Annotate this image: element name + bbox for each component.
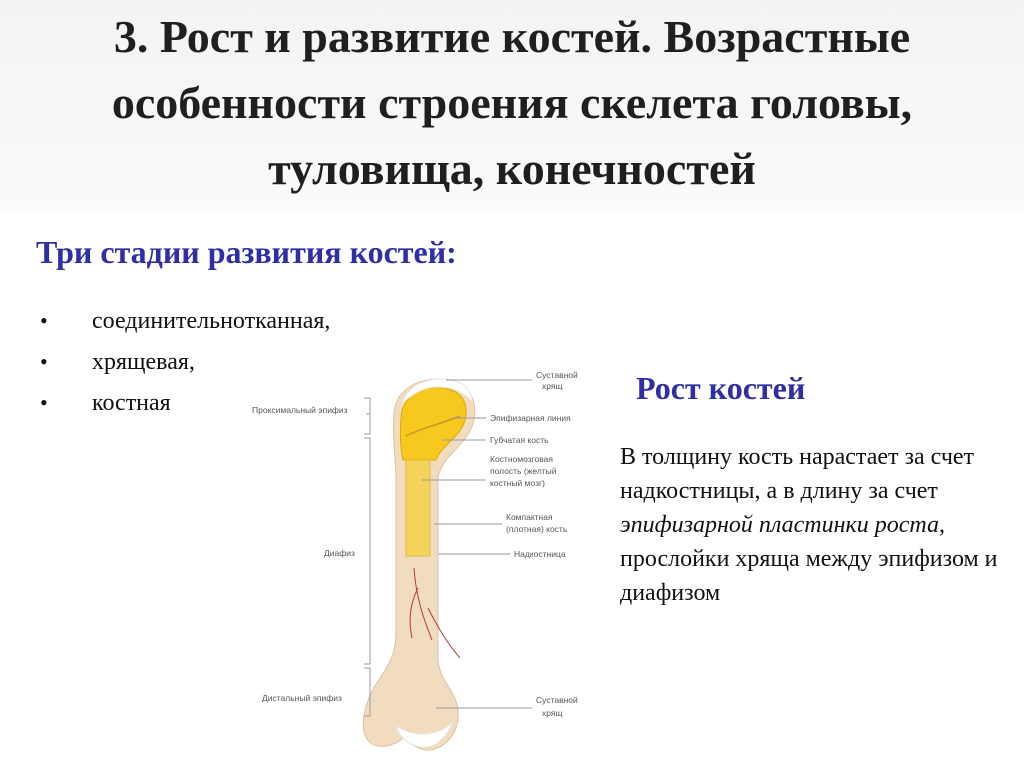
stages-heading: Три стадии развития костей: [36,234,457,270]
label-articular-cartilage-bottom: Суставной [536,695,578,705]
label-epiphyseal-line: Эпифизарная линия [490,413,571,423]
bullet-icon: • [40,308,48,333]
list-item-label: костная [92,390,171,416]
label-marrow-cavity-3: костный мозг) [490,478,545,488]
label-diaphysis: Диафиз [324,548,355,558]
growth-text-italic: эпифизарной пластинки роста, [620,512,946,538]
diaphysis-bracket [364,438,370,664]
label-articular-cartilage-top: Суставной [536,370,578,380]
bone-diagram [246,358,596,763]
label-articular-cartilage-top-2: хрящ [542,381,563,391]
label-marrow-cavity-2: полость (желтый [490,466,557,476]
growth-description [620,440,1015,610]
marrow-cavity-shape [406,460,430,556]
growth-text-part-2: прослойки хряща между эпифизом и диафизом [620,546,998,606]
growth-heading: Рост костей [636,370,806,406]
page-title [0,4,1024,202]
page-title-line-2: особенности строения скелета головы, [111,77,913,128]
bullet-icon: • [40,349,48,374]
label-compact-bone-2: (плотная) кость [506,524,568,534]
label-articular-cartilage-bottom-2: хрящ [542,708,563,718]
label-distal-epiphysis: Дистальный эпифиз [262,693,342,703]
list-item [40,300,330,341]
page-title-line-1: 3. Рост и развитие костей. Возрастные [113,11,911,62]
page-title-line-3: туловища, конечностей [268,143,756,194]
label-proximal-epiphysis: Проксимальный эпифиз [252,405,348,415]
label-compact-bone-1: Компактная [506,512,553,522]
label-periosteum: Надкостница [514,549,566,559]
label-spongy-bone: Губчатая кость [490,435,549,445]
list-item-label: соединительнотканная, [92,308,331,334]
label-marrow-cavity-1: Костномозговая [490,454,554,464]
bullet-icon: • [40,390,48,415]
list-item-label: хрящевая, [92,349,195,375]
growth-text-part-1: В толщину кость нарастает за счет надкостницы, а в длину за счет [620,444,975,504]
proximal-bracket [364,398,370,434]
